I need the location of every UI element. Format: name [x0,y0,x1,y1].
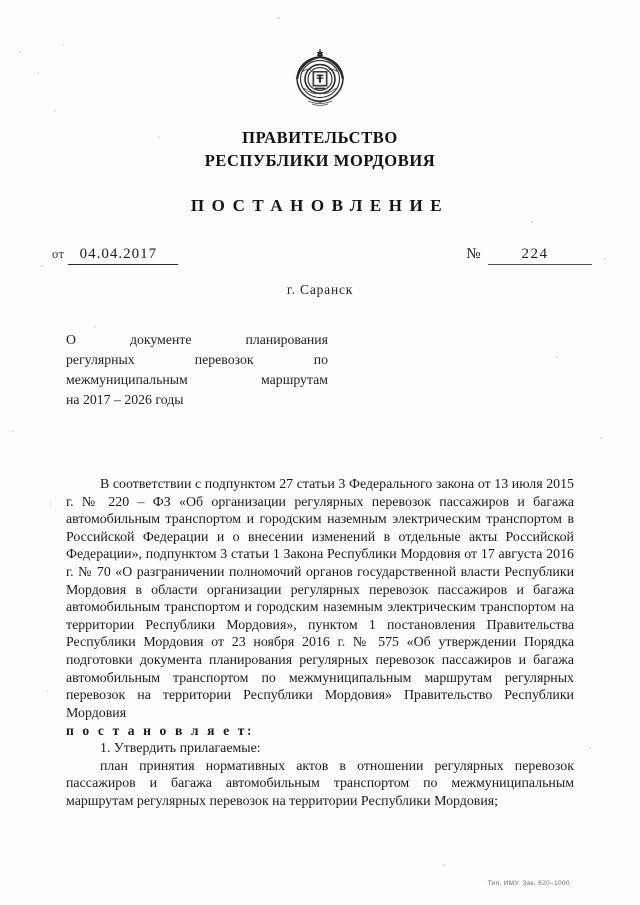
scan-speck [46,690,48,692]
scan-speck [556,356,558,358]
scan-speck [62,44,64,46]
document-type-title: ПОСТАНОВЛЕНИЕ [190,196,450,215]
document-meta-row [52,246,602,268]
scan-speck [277,17,280,19]
scan-speck [41,265,43,267]
print-footer: Тип. ИМУ. Зак. 820–1000. [487,880,572,887]
preamble-paragraph: В соответствии с подпунктом 27 статьи 3 Федерального закона от 13 июля 2015 г. № 220 – ФЗ «Об организации регулярных перевозок пассажиров и багажа автомобильным транспортом и городским наземным электрическим транспортом в Российской Федерации и о внесении изменений в отдельные акты Российской Федерации», подпунктом 3 статьи 1 Закона Республики Мордовия от 17 августа 2016 г. № 70 «О разграничении полномочий органов государственной власти Республики Мордовия в области организации регулярных перевозок пассажиров и багажа автомобильным транспортом и городским наземным электрическим транспортом на территории Республики Мордовия», пунктом 1 постановления Правительства Республики Мордовия от 23 ноября 2016 г. № 575 «Об утверждении Порядка подготовки документа планирования регулярных перевозок пассажиров и багажа автомобильным транспортом по межмуниципальным маршрутам регулярных перевозок на территории Республики Мордовия» Правительство Республики Мордовия [66,477,574,721]
resolve-word: п о с т а н о в л я е т: [66,723,255,739]
scan-speck [50,503,52,505]
subject-line: регулярных перевозок по [66,352,328,367]
organization-line-1: ПРАВИТЕЛЬСТВО [242,128,398,147]
scan-speck [443,864,445,866]
date-label: от [52,247,65,261]
subject-line: О документе планирования [66,332,328,347]
subject-line: межмуниципальным маршрутам [66,372,328,387]
scan-speck [12,430,14,432]
scan-speck [600,437,602,439]
scan-speck [94,326,96,328]
number-label: № [466,246,481,262]
number-value: 224 [488,246,592,265]
organization-heading [0,126,640,172]
item-1-subparagraph: план принятия нормативных актов в отношении регулярных перевозок пассажиров и багажа автомобильным транспортом по межмуниципальным маршрутам регулярных перевозок на территории Республики Мордовия; [66,758,574,809]
document-body [66,476,574,810]
document-date-group [52,246,178,265]
scan-speck [589,747,591,749]
scan-speck [54,110,56,112]
item-1: 1. Утвердить прилагаемые: [100,740,261,756]
document-number-group [466,246,592,265]
organization-line-2: РЕСПУБЛИКИ МОРДОВИЯ [204,151,436,170]
subject-block [66,330,328,410]
date-value: 04.04.2017 [68,246,178,265]
subject-line: на 2017 – 2026 годы [66,392,184,407]
coat-of-arms-emblem-icon [292,48,348,110]
scan-speck [604,258,606,260]
scan-speck [531,221,533,223]
emblem-container [0,48,640,110]
city-line: г. Саранск [286,282,354,297]
